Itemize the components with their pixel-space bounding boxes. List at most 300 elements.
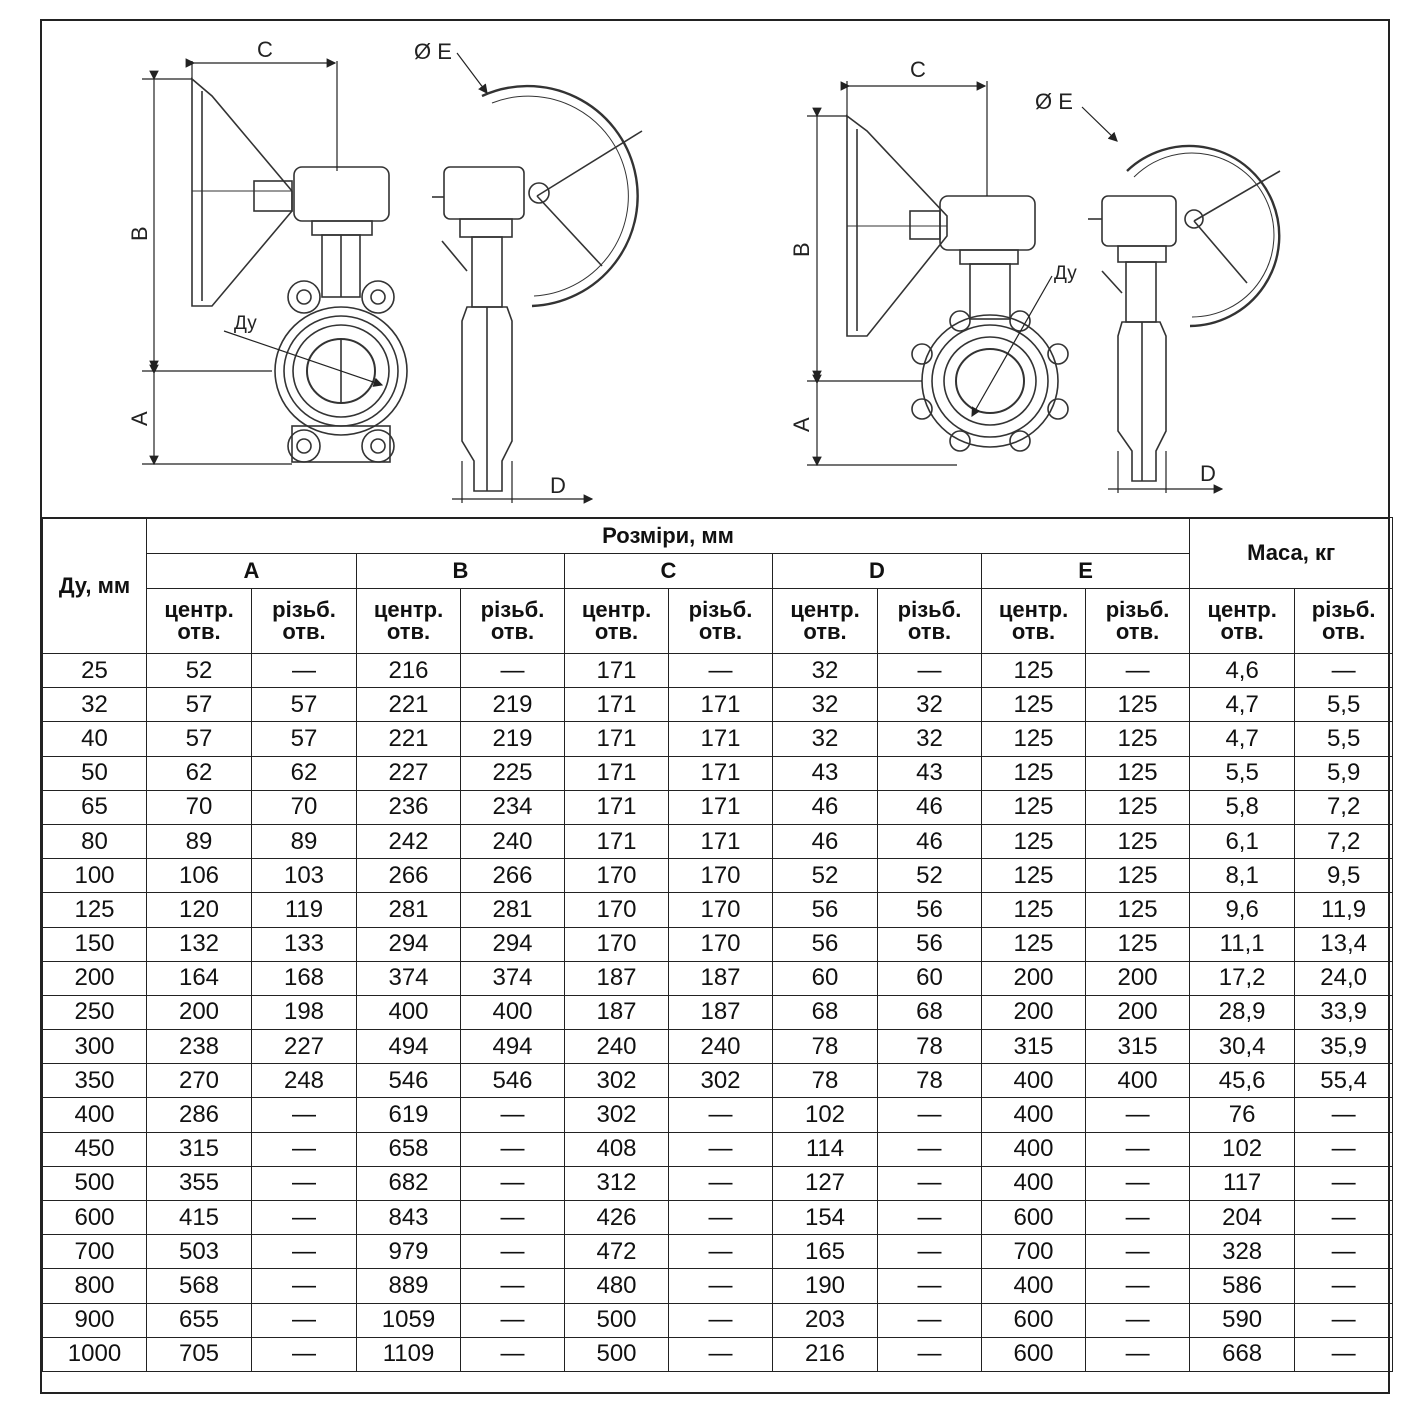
table-row (43, 722, 1393, 756)
value-cell: 979 (357, 1235, 461, 1269)
value-cell: 240 (669, 1030, 773, 1064)
value-cell: — (252, 1132, 357, 1166)
value-cell: 200 (1086, 961, 1190, 995)
value-cell: — (1086, 1235, 1190, 1269)
lug-valve-front-view (847, 116, 1068, 451)
value-cell: 35,9 (1295, 1030, 1393, 1064)
value-cell: 302 (565, 1098, 669, 1132)
sub-header-thread: різьб. отв. (878, 589, 982, 654)
label-A-right: A (789, 417, 814, 432)
value-cell: 682 (357, 1166, 461, 1200)
dn-cell: 700 (43, 1235, 147, 1269)
value-cell: 374 (461, 961, 565, 995)
value-cell: 216 (357, 654, 461, 688)
table-row (43, 654, 1393, 688)
value-cell: — (1295, 1337, 1393, 1371)
label-C-left: C (257, 37, 273, 62)
value-cell: 590 (1190, 1303, 1295, 1337)
value-cell: 236 (357, 790, 461, 824)
value-cell: 546 (461, 1064, 565, 1098)
value-cell: 200 (147, 995, 252, 1029)
value-cell: 45,6 (1190, 1064, 1295, 1098)
value-cell: 312 (565, 1166, 669, 1200)
value-cell: 400 (982, 1098, 1086, 1132)
dn-cell: 900 (43, 1303, 147, 1337)
value-cell: 281 (461, 893, 565, 927)
valve-drawings (42, 21, 1388, 517)
value-cell: 315 (147, 1132, 252, 1166)
value-cell: 32 (878, 688, 982, 722)
value-cell: 102 (1190, 1132, 1295, 1166)
value-cell: 46 (773, 824, 878, 858)
value-cell: 102 (773, 1098, 878, 1132)
dn-cell: 500 (43, 1166, 147, 1200)
value-cell: 60 (878, 961, 982, 995)
value-cell: 5,9 (1295, 756, 1393, 790)
value-cell: — (1295, 1269, 1393, 1303)
value-cell: — (669, 1269, 773, 1303)
group-header-B: B (357, 554, 565, 589)
value-cell: — (1295, 654, 1393, 688)
table-row (43, 688, 1393, 722)
value-cell: 125 (982, 722, 1086, 756)
label-C-right: C (910, 57, 926, 82)
label-E-right: Ø E (1035, 89, 1073, 114)
value-cell: 46 (878, 790, 982, 824)
value-cell: 164 (147, 961, 252, 995)
value-cell: 200 (982, 995, 1086, 1029)
value-cell: 700 (982, 1235, 1086, 1269)
value-cell: 171 (669, 756, 773, 790)
value-cell: 472 (565, 1235, 669, 1269)
value-cell: 546 (357, 1064, 461, 1098)
value-cell: — (1295, 1235, 1393, 1269)
value-cell: — (461, 1269, 565, 1303)
value-cell: — (461, 1303, 565, 1337)
dn-cell: 50 (43, 756, 147, 790)
value-cell: — (461, 1166, 565, 1200)
value-cell: 494 (461, 1030, 565, 1064)
value-cell: 302 (565, 1064, 669, 1098)
sub-header-thread: різьб. отв. (1086, 589, 1190, 654)
value-cell: 171 (669, 722, 773, 756)
value-cell: 125 (982, 824, 1086, 858)
value-cell: 168 (252, 961, 357, 995)
value-cell: 60 (773, 961, 878, 995)
value-cell: 11,9 (1295, 893, 1393, 927)
value-cell: — (669, 1166, 773, 1200)
value-cell: 56 (773, 927, 878, 961)
value-cell: 187 (669, 995, 773, 1029)
value-cell: 480 (565, 1269, 669, 1303)
value-cell: 52 (773, 859, 878, 893)
sub-header-center: центр. отв. (1190, 589, 1295, 654)
value-cell: 500 (565, 1337, 669, 1371)
value-cell: 658 (357, 1132, 461, 1166)
value-cell: 242 (357, 824, 461, 858)
value-cell: 46 (878, 824, 982, 858)
value-cell: 8,1 (1190, 859, 1295, 893)
value-cell: 125 (1086, 722, 1190, 756)
value-cell: 600 (982, 1337, 1086, 1371)
dn-cell: 65 (43, 790, 147, 824)
value-cell: 43 (773, 756, 878, 790)
dn-cell: 25 (43, 654, 147, 688)
dn-cell: 80 (43, 824, 147, 858)
value-cell: — (878, 654, 982, 688)
value-cell: — (878, 1098, 982, 1132)
value-cell: 600 (982, 1201, 1086, 1235)
value-cell: — (461, 654, 565, 688)
label-D-right: D (1200, 461, 1216, 486)
value-cell: 171 (669, 824, 773, 858)
value-cell: 705 (147, 1337, 252, 1371)
value-cell: 204 (1190, 1201, 1295, 1235)
value-cell: 125 (982, 927, 1086, 961)
dn-cell: 200 (43, 961, 147, 995)
value-cell: — (878, 1337, 982, 1371)
value-cell: 78 (773, 1064, 878, 1098)
dn-cell: 450 (43, 1132, 147, 1166)
value-cell: 78 (878, 1064, 982, 1098)
value-cell: 78 (773, 1030, 878, 1064)
value-cell: — (1295, 1166, 1393, 1200)
table-row (43, 824, 1393, 858)
value-cell: 170 (565, 893, 669, 927)
table-row (43, 1064, 1393, 1098)
value-cell: — (1086, 1098, 1190, 1132)
sub-header-thread: різьб. отв. (669, 589, 773, 654)
dn-cell: 100 (43, 859, 147, 893)
value-cell: 70 (252, 790, 357, 824)
value-cell: 32 (773, 722, 878, 756)
value-cell: 227 (252, 1030, 357, 1064)
value-cell: 165 (773, 1235, 878, 1269)
value-cell: 171 (669, 688, 773, 722)
value-cell: 125 (1086, 859, 1190, 893)
value-cell: 668 (1190, 1337, 1295, 1371)
value-cell: — (878, 1132, 982, 1166)
value-cell: 4,6 (1190, 654, 1295, 688)
spec-sheet (40, 19, 1390, 1394)
value-cell: 1059 (357, 1303, 461, 1337)
dn-cell: 350 (43, 1064, 147, 1098)
value-cell: — (1086, 1166, 1190, 1200)
value-cell: 221 (357, 688, 461, 722)
value-cell: 568 (147, 1269, 252, 1303)
value-cell: 57 (252, 688, 357, 722)
value-cell: 374 (357, 961, 461, 995)
dn-cell: 800 (43, 1269, 147, 1303)
sub-header-center: центр. отв. (147, 589, 252, 654)
value-cell: 127 (773, 1166, 878, 1200)
value-cell: — (461, 1201, 565, 1235)
value-cell: 57 (147, 688, 252, 722)
value-cell: 52 (878, 859, 982, 893)
dn-cell: 1000 (43, 1337, 147, 1371)
value-cell: 400 (982, 1064, 1086, 1098)
value-cell: — (461, 1098, 565, 1132)
value-cell: — (878, 1201, 982, 1235)
value-cell: 125 (1086, 893, 1190, 927)
value-cell: 76 (1190, 1098, 1295, 1132)
dims-header: Розміри, мм (147, 518, 1190, 554)
value-cell: 187 (565, 961, 669, 995)
value-cell: 119 (252, 893, 357, 927)
value-cell: 7,2 (1295, 824, 1393, 858)
sub-header-center: центр. отв. (982, 589, 1086, 654)
value-cell: 24,0 (1295, 961, 1393, 995)
value-cell: 133 (252, 927, 357, 961)
value-cell: 600 (982, 1303, 1086, 1337)
value-cell: 843 (357, 1201, 461, 1235)
value-cell: 46 (773, 790, 878, 824)
table-row (43, 1030, 1393, 1064)
value-cell: 171 (565, 790, 669, 824)
value-cell: 32 (773, 654, 878, 688)
sub-header-thread: різьб. отв. (1295, 589, 1393, 654)
group-header-E: E (982, 554, 1190, 589)
table-row (43, 927, 1393, 961)
value-cell: 5,5 (1295, 722, 1393, 756)
value-cell: 426 (565, 1201, 669, 1235)
table-row (43, 1235, 1393, 1269)
value-cell: 219 (461, 688, 565, 722)
value-cell: — (252, 1098, 357, 1132)
value-cell: 171 (565, 688, 669, 722)
sub-header-center: центр. отв. (357, 589, 461, 654)
value-cell: 78 (878, 1030, 982, 1064)
value-cell: 400 (357, 995, 461, 1029)
dimensions-table (42, 517, 1393, 1372)
value-cell: 281 (357, 893, 461, 927)
value-cell: 170 (669, 859, 773, 893)
label-Dn-left: Ду (234, 313, 257, 334)
value-cell: 500 (565, 1303, 669, 1337)
value-cell: 125 (1086, 790, 1190, 824)
value-cell: 171 (565, 654, 669, 688)
value-cell: — (669, 1303, 773, 1337)
label-B-left: B (127, 226, 152, 241)
value-cell: — (878, 1235, 982, 1269)
value-cell: 315 (1086, 1030, 1190, 1064)
value-cell: — (252, 1166, 357, 1200)
value-cell: 221 (357, 722, 461, 756)
value-cell: 170 (565, 859, 669, 893)
value-cell: — (1086, 654, 1190, 688)
value-cell: — (1086, 1132, 1190, 1166)
value-cell: 1109 (357, 1337, 461, 1371)
value-cell: — (252, 1269, 357, 1303)
value-cell: 32 (773, 688, 878, 722)
value-cell: — (1086, 1303, 1190, 1337)
value-cell: — (669, 1201, 773, 1235)
value-cell: 9,6 (1190, 893, 1295, 927)
value-cell: 43 (878, 756, 982, 790)
sub-header-thread: різьб. отв. (461, 589, 565, 654)
value-cell: — (461, 1337, 565, 1371)
value-cell: — (878, 1303, 982, 1337)
table-row (43, 1337, 1393, 1371)
value-cell: 586 (1190, 1269, 1295, 1303)
value-cell: 57 (252, 722, 357, 756)
value-cell: 190 (773, 1269, 878, 1303)
value-cell: 154 (773, 1201, 878, 1235)
table-row (43, 893, 1393, 927)
value-cell: 266 (357, 859, 461, 893)
dn-cell: 150 (43, 927, 147, 961)
wafer-valve-front-view (192, 79, 407, 462)
value-cell: 225 (461, 756, 565, 790)
value-cell: 171 (565, 722, 669, 756)
value-cell: 240 (461, 824, 565, 858)
value-cell: 114 (773, 1132, 878, 1166)
value-cell: 7,2 (1295, 790, 1393, 824)
value-cell: — (1295, 1303, 1393, 1337)
value-cell: 103 (252, 859, 357, 893)
value-cell: — (461, 1235, 565, 1269)
technical-drawing (42, 21, 1388, 519)
value-cell: 125 (982, 790, 1086, 824)
table-row (43, 1303, 1393, 1337)
value-cell: 5,8 (1190, 790, 1295, 824)
value-cell: 106 (147, 859, 252, 893)
value-cell: 57 (147, 722, 252, 756)
value-cell: 56 (878, 893, 982, 927)
value-cell: 117 (1190, 1166, 1295, 1200)
value-cell: — (878, 1166, 982, 1200)
table-row (43, 1098, 1393, 1132)
value-cell: 171 (565, 756, 669, 790)
value-cell: 171 (565, 824, 669, 858)
value-cell: 125 (982, 859, 1086, 893)
value-cell: — (1295, 1132, 1393, 1166)
value-cell: 198 (252, 995, 357, 1029)
value-cell: 125 (982, 654, 1086, 688)
value-cell: — (252, 1303, 357, 1337)
value-cell: 55,4 (1295, 1064, 1393, 1098)
table-row (43, 1269, 1393, 1303)
value-cell: 89 (252, 824, 357, 858)
value-cell: 5,5 (1190, 756, 1295, 790)
value-cell: 248 (252, 1064, 357, 1098)
value-cell: — (461, 1132, 565, 1166)
value-cell: 125 (1086, 756, 1190, 790)
value-cell: 170 (565, 927, 669, 961)
value-cell: 400 (1086, 1064, 1190, 1098)
value-cell: 200 (1086, 995, 1190, 1029)
value-cell: 240 (565, 1030, 669, 1064)
value-cell: 13,4 (1295, 927, 1393, 961)
value-cell: 400 (461, 995, 565, 1029)
value-cell: — (252, 654, 357, 688)
value-cell: 68 (773, 995, 878, 1029)
value-cell: 494 (357, 1030, 461, 1064)
value-cell: 219 (461, 722, 565, 756)
value-cell: 294 (461, 927, 565, 961)
value-cell: 11,1 (1190, 927, 1295, 961)
value-cell: 408 (565, 1132, 669, 1166)
value-cell: 17,2 (1190, 961, 1295, 995)
value-cell: 28,9 (1190, 995, 1295, 1029)
table-row (43, 1166, 1393, 1200)
value-cell: 216 (773, 1337, 878, 1371)
dn-cell: 250 (43, 995, 147, 1029)
value-cell: 125 (1086, 927, 1190, 961)
value-cell: 187 (669, 961, 773, 995)
value-cell: — (878, 1269, 982, 1303)
value-cell: 120 (147, 893, 252, 927)
value-cell: 125 (1086, 824, 1190, 858)
value-cell: — (669, 1235, 773, 1269)
value-cell: — (1295, 1098, 1393, 1132)
value-cell: 302 (669, 1064, 773, 1098)
value-cell: 400 (982, 1166, 1086, 1200)
dn-header: Ду, мм (43, 518, 147, 654)
value-cell: 125 (982, 688, 1086, 722)
value-cell: 9,5 (1295, 859, 1393, 893)
value-cell: 315 (982, 1030, 1086, 1064)
table-row (43, 790, 1393, 824)
value-cell: 355 (147, 1166, 252, 1200)
value-cell: 56 (878, 927, 982, 961)
value-cell: 4,7 (1190, 722, 1295, 756)
dn-cell: 600 (43, 1201, 147, 1235)
value-cell: 125 (982, 893, 1086, 927)
value-cell: 89 (147, 824, 252, 858)
value-cell: 415 (147, 1201, 252, 1235)
value-cell: 5,5 (1295, 688, 1393, 722)
wafer-valve-side-view (432, 86, 642, 491)
value-cell: 889 (357, 1269, 461, 1303)
table-row (43, 995, 1393, 1029)
value-cell: 68 (878, 995, 982, 1029)
value-cell: — (669, 1132, 773, 1166)
value-cell: — (1086, 1201, 1190, 1235)
label-A-left: A (127, 411, 152, 426)
value-cell: 171 (669, 790, 773, 824)
dn-cell: 32 (43, 688, 147, 722)
value-cell: 62 (252, 756, 357, 790)
value-cell: 125 (982, 756, 1086, 790)
value-cell: 4,7 (1190, 688, 1295, 722)
table-row (43, 1132, 1393, 1166)
value-cell: 203 (773, 1303, 878, 1337)
label-Dn-right: Ду (1054, 263, 1077, 284)
value-cell: — (1086, 1337, 1190, 1371)
value-cell: 52 (147, 654, 252, 688)
value-cell: 62 (147, 756, 252, 790)
mass-header: Маса, кг (1190, 518, 1393, 589)
value-cell: 170 (669, 927, 773, 961)
value-cell: 30,4 (1190, 1030, 1295, 1064)
value-cell: 6,1 (1190, 824, 1295, 858)
table-body (43, 654, 1393, 1372)
value-cell: 294 (357, 927, 461, 961)
value-cell: 655 (147, 1303, 252, 1337)
value-cell: 238 (147, 1030, 252, 1064)
value-cell: — (669, 654, 773, 688)
value-cell: 125 (1086, 688, 1190, 722)
value-cell: 400 (982, 1269, 1086, 1303)
value-cell: 70 (147, 790, 252, 824)
value-cell: 187 (565, 995, 669, 1029)
value-cell: 32 (878, 722, 982, 756)
sub-header-center: центр. отв. (773, 589, 878, 654)
value-cell: 200 (982, 961, 1086, 995)
label-E-left: Ø E (414, 39, 452, 64)
dn-cell: 40 (43, 722, 147, 756)
